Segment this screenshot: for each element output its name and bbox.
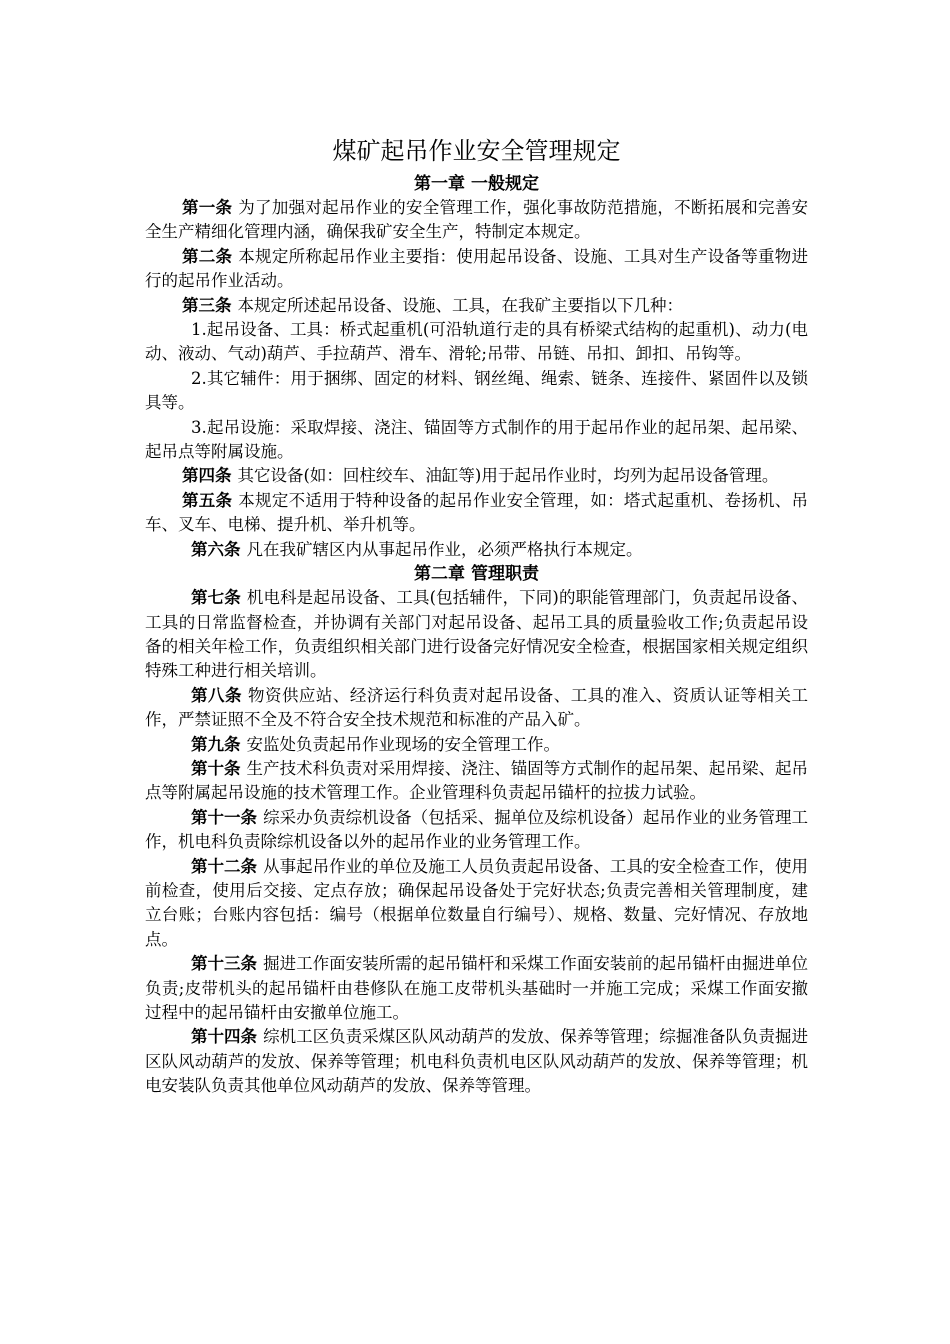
- article-14: [145, 1025, 808, 1098]
- article-text: 掘进工作面安装所需的起吊锚杆和采煤工作面安装前的起吊锚杆由掘进单位负责;皮带机头的起吊锚杆由巷修队在施工皮带机头基础时一并施工完成；采煤工作面安撤过程中的起吊锚杆由安撤单位施工。: [145, 954, 809, 1022]
- article-text: 凡在我矿辖区内从事起吊作业，必须严格执行本规定。: [246, 539, 643, 559]
- article-3: [145, 294, 808, 318]
- article-text: 为了加强对起吊作业的安全管理工作，强化事故防范措施，不断拓展和完善安全生产精细化管理内涵，确保我矿安全生产，特制定本规定。: [145, 198, 809, 242]
- document-title: 煤矿起吊作业安全管理规定: [332, 137, 621, 165]
- article-9: [145, 733, 808, 757]
- article-10: [145, 757, 808, 806]
- article-text: 本规定所述起吊设备、设施、工具，在我矿主要指以下几种：: [237, 295, 683, 315]
- list-item: 2.其它辅件：用于捆绑、固定的材料、钢丝绳、绳索、链条、连接件、紧固件以及锁具等。: [145, 368, 808, 413]
- article-13: [145, 952, 808, 1025]
- list-item: 3.起吊设施：采取焊接、浇注、锚固等方式制作的用于起吊作业的起吊架、起吊梁、起吊点等附属设施。: [145, 417, 808, 462]
- article-label: 第二条: [182, 246, 233, 266]
- article-8: [145, 684, 808, 733]
- article-text: 安监处负责起吊作业现场的安全管理工作。: [246, 734, 560, 754]
- article-label: 第四条: [182, 466, 232, 486]
- article-label: 第三条: [182, 295, 232, 315]
- article-label: 第九条: [191, 734, 241, 754]
- article-text: 物资供应站、经济运行科负责对起吊设备、工具的准入、资质认证等相关工作，严禁证照不全及不符合安全技术规范和标准的产品入矿。: [145, 685, 809, 730]
- article-text: 综机工区负责采煤区队风动葫芦的发放、保养等管理；综掘准备队负责掘进区队风动葫芦的发放、保养等管理；机电科负责机电区队风动葫芦的发放、保养等管理；机电安装队负责其他单位风动葫芦的发放、保养等管理。: [145, 1027, 809, 1096]
- article-4: [145, 464, 808, 488]
- article-text: 其它设备(如：回柱绞车、油缸等)用于起吊作业时，均列为起吊设备管理。: [237, 466, 779, 486]
- article-label: 第一条: [182, 198, 233, 217]
- article-1: [145, 196, 808, 245]
- article-5: [145, 489, 808, 538]
- article-label: 第五条: [182, 490, 233, 510]
- article-6: [145, 538, 808, 562]
- article-label: 第七条: [191, 588, 241, 608]
- article-2: [145, 245, 808, 294]
- article-label: 第十三条: [191, 954, 258, 974]
- article-label: 第十二条: [191, 856, 258, 876]
- article-12: [145, 855, 808, 953]
- article-label: 第八条: [191, 685, 242, 705]
- article-11: [145, 806, 808, 855]
- article-text: 本规定所称起吊作业主要指：使用起吊设备、设施、工具对生产设备等重物进行的起吊作业活动。: [145, 246, 809, 291]
- list-item: 1.起吊设备、工具：桥式起重机(可沿轨道行走的具有桥梁式结构的起重机)、动力(电动、液动、气动)葫芦、手拉葫芦、滑车、滑轮;吊带、吊链、吊扣、卸扣、吊钩等。: [145, 320, 808, 364]
- article-7: [145, 586, 808, 684]
- article-label: 第十条: [191, 758, 241, 778]
- chapter-heading: 第二章 管理职责: [414, 564, 539, 585]
- article-text: 本规定不适用于特种设备的起吊作业安全管理，如：塔式起重机、卷扬机、吊车、叉车、电梯、提升机、举升机等。: [145, 490, 809, 535]
- article-text: 机电科是起吊设备、工具(包括辅件，下同)的职能管理部门，负责起吊设备、工具的日常监督检查，并协调有关部门对起吊设备、起吊工具的质量验收工作;负责起吊设备的相关年检工作，负责组织相关部门进行设备完好情况安全检查，根据国家相关规定组织特殊工种进行相关培训。: [145, 588, 809, 681]
- article-text: 生产技术科负责对采用焊接、浇注、锚固等方式制作的起吊架、起吊梁、起吊点等附属起吊设施的技术管理工作。企业管理科负责起吊锚杆的拉拔力试验。: [145, 758, 809, 803]
- article-label: 第十四条: [191, 1027, 258, 1047]
- document-page: [145, 132, 808, 1099]
- chapter-heading: 第一章 一般规定: [414, 174, 539, 194]
- article-label: 第十一条: [191, 807, 258, 827]
- article-label: 第六条: [191, 539, 241, 559]
- article-text: 从事起吊作业的单位及施工人员负责起吊设备、工具的安全检查工作，使用前检查，使用后交接、定点存放；确保起吊设备处于完好状态;负责完善相关管理制度，建立台账；台账内容包括：编号（根据单位数量自行编号）、规格、数量、完好情况、存放地点。: [145, 856, 809, 949]
- article-text: 综采办负责综机设备（包括采、掘单位及综机设备）起吊作业的业务管理工作，机电科负责除综机设备以外的起吊作业的业务管理工作。: [145, 807, 809, 852]
